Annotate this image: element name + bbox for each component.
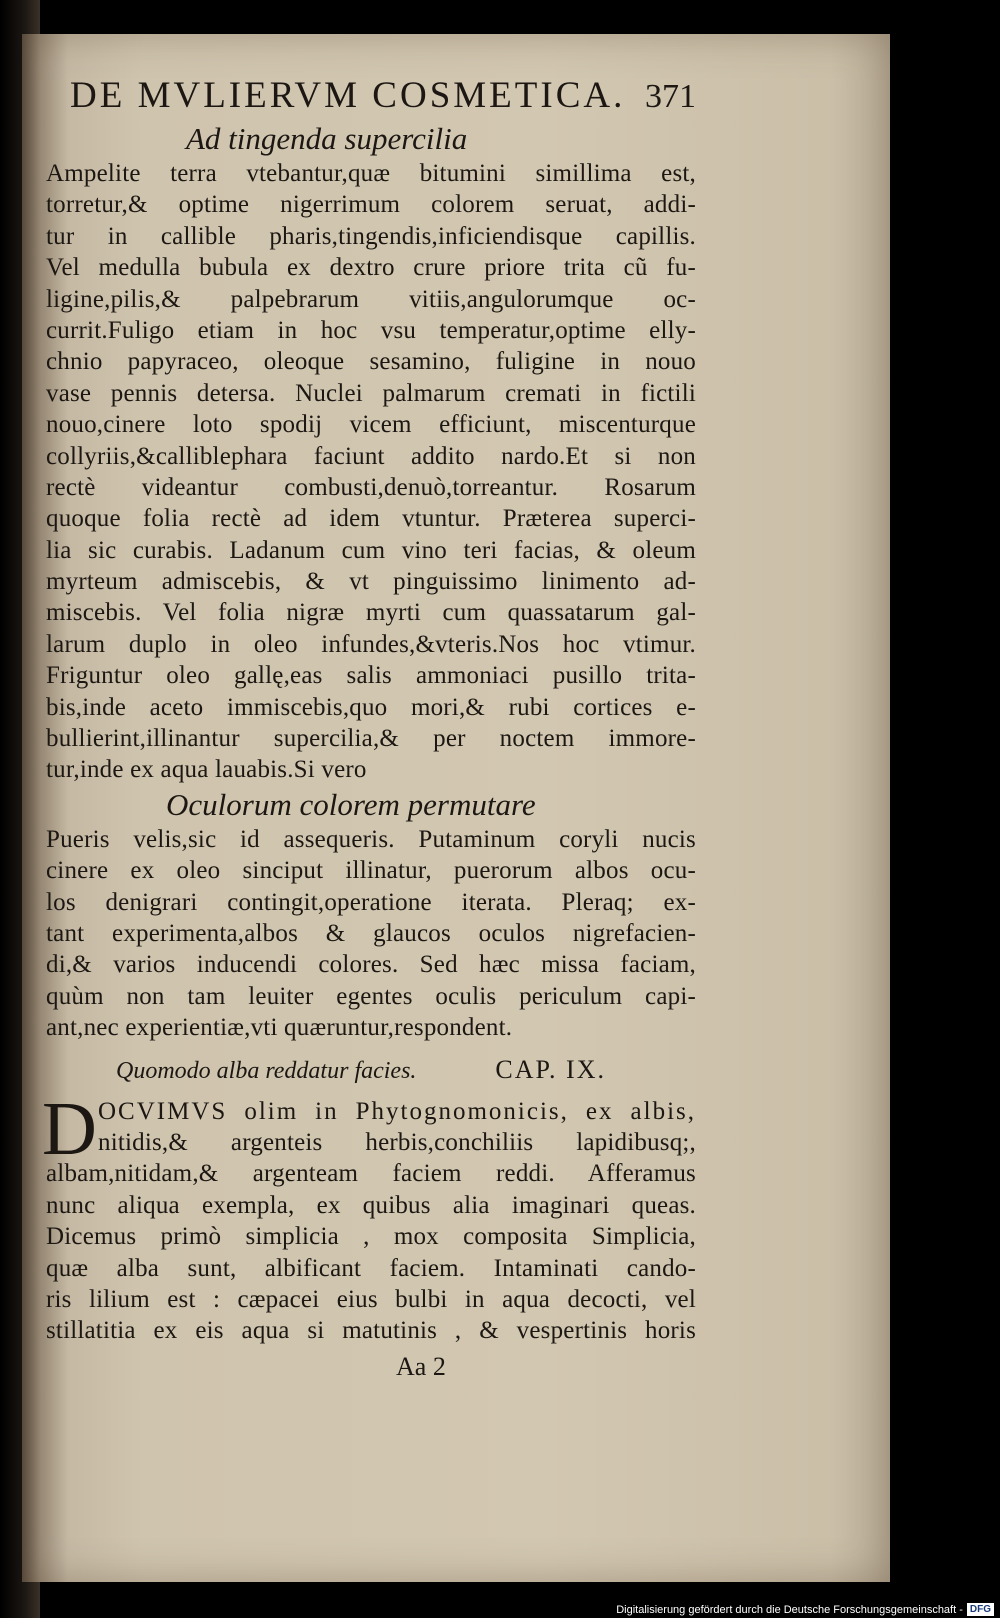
- paragraph-supercilia: [46, 158, 696, 786]
- text-line: rectè videantur combusti,denuò,torreantur. Rosarum: [46, 473, 696, 501]
- text-line: tant experimenta,albos & glaucos oculos nigrefacien-: [46, 919, 696, 947]
- text-line: miscebis. Vel folia nigræ myrti cum quassatarum gal-: [46, 599, 696, 627]
- text-line: tur,inde ex aqua lauabis.Si vero: [46, 756, 367, 784]
- text-line: myrteum admiscebis, & vt pinguissimo linimento ad-: [46, 568, 696, 596]
- text-line: bullierint,illinantur supercilia,& per noctem immore-: [46, 725, 696, 753]
- text-line: nunc aliqua exempla, ex quibus alia imaginari queas.: [46, 1191, 696, 1219]
- text-line: OCVIMVS olim in Phytognomonicis, ex albis,: [98, 1097, 696, 1125]
- text-line: albam,nitidam,& argenteam faciem reddi. Afferamus: [46, 1160, 696, 1188]
- text-line: cinere ex oleo sinciput illinatur, puerorum albos ocu-: [46, 857, 696, 885]
- text-line: ligine,pilis,& palpebrarum vitiis,angulorumque oc-: [46, 285, 696, 313]
- drop-cap: D: [42, 1086, 97, 1171]
- dfg-logo-icon: DFG: [967, 1603, 994, 1616]
- page-text: [42, 74, 696, 1387]
- text-line: tur in callible pharis,tingendis,inficiendisque capillis.: [46, 222, 696, 250]
- page-header: [70, 74, 696, 120]
- text-line: vase pennis detersa. Nuclei palmarum cremati in fictili: [46, 379, 696, 407]
- credit-text: Digitalisierung gefördert durch die Deutsche Forschungsgemeinschaft -: [616, 1603, 963, 1616]
- text-line: ant,nec experientiæ,vti quæruntur,respondent.: [46, 1014, 513, 1042]
- digitization-credit: [616, 1603, 994, 1616]
- text-line: Ampelite terra vtebantur,quæ bitumini simillima est,: [46, 160, 696, 187]
- text-line: stillatitia ex eis aqua si matutinis , & vespertinis horis: [46, 1317, 696, 1345]
- chapter-number: CAP. IX.: [495, 1054, 606, 1084]
- text-line: quùm non tam leuiter egentes oculis periculum capi-: [46, 982, 696, 1010]
- text-line: chnio papyraceo, oleoque sesamino, fuligine in nouo: [46, 348, 696, 376]
- paragraph-alba-facies: [42, 1086, 696, 1347]
- section-heading-supercilia: Ad tingenda supercilia: [186, 121, 468, 156]
- signature-mark: Aa 2: [396, 1351, 446, 1381]
- text-line: nouo,cinere loto spodij vicem efficiunt, miscenturque: [46, 411, 696, 439]
- book-page: [22, 34, 890, 1582]
- text-line: los denigrari contingit,operatione iterata. Pleraq; ex-: [46, 888, 696, 916]
- text-line: lia sic curabis. Ladanum cum vino teri facias, & oleum: [46, 536, 696, 564]
- text-line: quoque folia rectè ad idem vtuntur. Præterea superci-: [46, 505, 696, 533]
- text-line: Dicemus primò simplicia , mox composita Simplicia,: [46, 1223, 696, 1251]
- chapter-title: Quomodo alba reddatur facies.: [116, 1057, 417, 1084]
- text-line: ris lilium est : cæpacei eius bulbi in aqua decocti, vel: [46, 1285, 696, 1313]
- text-line: bis,inde aceto immiscebis,quo mori,& rubi cortices e-: [46, 693, 696, 721]
- chapter-heading: [46, 1044, 696, 1096]
- text-line: Pueris velis,sic id assequeris. Putaminum coryli nucis: [46, 825, 696, 853]
- section-heading-oculorum: Oculorum colorem permutare: [166, 786, 536, 822]
- text-line: currit.Fuligo etiam in hoc vsu temperatur,optime elly-: [46, 316, 696, 344]
- running-head: DE MVLIERVM COSMETICA.: [70, 75, 626, 116]
- page-number: 371: [645, 78, 696, 115]
- text-line: collyriis,&calliblephara faciunt addito nardo.Et si non: [46, 442, 696, 470]
- text-line: nitidis,& argenteis herbis,conchiliis lapidibusq;,: [98, 1128, 696, 1156]
- text-line: Friguntur oleo gallę,eas salis ammoniaci pusillo trita-: [46, 662, 696, 690]
- text-line: larum duplo in oleo infundes,&vteris.Nos hoc vtimur.: [46, 630, 696, 658]
- paragraph-oculorum: [46, 824, 696, 1044]
- text-line: torretur,& optime nigerrimum colorem seruat, addi-: [46, 191, 696, 219]
- text-line: quæ alba sunt, albificant faciem. Intaminati cando-: [46, 1254, 696, 1282]
- text-line: di,& varios inducendi colores. Sed hæc missa faciam,: [46, 951, 696, 979]
- text-line: Vel medulla bubula ex dextro crure priore trita cũ fu-: [46, 254, 696, 282]
